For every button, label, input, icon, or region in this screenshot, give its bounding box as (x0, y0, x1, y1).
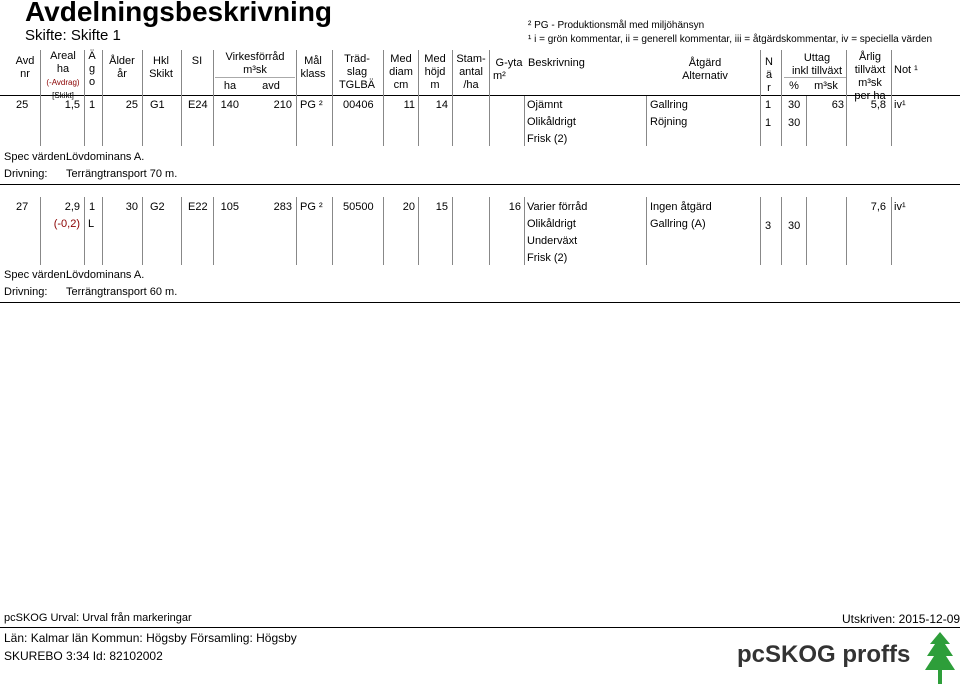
si: E24 (188, 99, 208, 111)
drivning-label: Drivning: (4, 286, 48, 298)
med-hojd: 14 (435, 99, 448, 111)
atgard: Gallring (A) (650, 218, 706, 230)
virkes-ha: 140 (220, 99, 239, 111)
brand-logo-text: pcSKOG proffs (737, 641, 911, 668)
avd-nr: 25 (16, 99, 29, 111)
uttag-pct: 30 (788, 220, 801, 232)
med-diam: 11 (403, 99, 415, 111)
page-title: Avdelningsbeskrivning (25, 0, 333, 27)
col-avd: Avd nr (15, 55, 35, 80)
not: iv¹ (894, 201, 906, 213)
col-medhojd: Med höjd m (424, 53, 446, 91)
virkes-avd: 210 (273, 99, 292, 111)
virkes-ha: 105 (220, 201, 239, 213)
col-arlig-tillvaxt: Årlig tillväxt m³sk per ha (854, 51, 886, 102)
beskrivning: Olikåldrigt (527, 116, 576, 128)
atgard: Ingen åtgärd (650, 201, 712, 213)
uttag-m3: 63 (831, 99, 844, 111)
print-date: Utskriven: 2015-12-09 (842, 612, 960, 626)
beskrivning: Olikåldrigt (527, 218, 576, 230)
drivning-label: Drivning: (4, 168, 48, 180)
nar: 3 (765, 220, 772, 232)
beskrivning: Underväxt (527, 235, 578, 247)
gyta: 16 (508, 201, 521, 213)
alder: 30 (125, 201, 138, 213)
arlig-tillvaxt: 7,6 (870, 201, 886, 213)
areal: 1,5 (64, 99, 80, 111)
not: iv¹ (894, 99, 906, 111)
uttag-pct: 30 (788, 99, 801, 111)
tradslag: 00406 (343, 99, 374, 111)
col-ago: Ä g o (88, 50, 96, 88)
med-diam: 20 (402, 201, 415, 213)
col-tradslag: Träd- slag TGLBÄ (338, 53, 376, 91)
col-not: Not ¹ (894, 64, 918, 76)
atgard: Röjning (650, 116, 688, 128)
footnote-pg: ² PG - Produktionsmål med miljöhänsyn (528, 20, 705, 31)
col-si: SI (191, 55, 203, 67)
atgard: Gallring (650, 99, 688, 111)
avd-nr: 27 (16, 201, 29, 213)
col-meddiam: Med diam cm (389, 53, 413, 91)
beskrivning: Varier förråd (527, 201, 588, 213)
areal: 2,9 (64, 201, 80, 213)
virkes-avd: 283 (273, 201, 292, 213)
col-nar: N ä r (765, 56, 773, 94)
ago-sub: L (88, 218, 95, 230)
col-uttag: Uttag inkl tillväxt (791, 52, 843, 77)
page-subtitle: Skifte: Skifte 1 (25, 27, 121, 44)
drivning-value: Terrängtransport 60 m. (66, 286, 178, 298)
col-hkl: Hkl Skikt (149, 55, 173, 80)
col-malklass: Mål klass (300, 55, 326, 80)
property-id: SKUREBO 3:34 Id: 82102002 (4, 649, 163, 663)
spec-value: Lövdominans A. (66, 151, 145, 163)
areal-avdrag: (-0,2) (53, 218, 80, 230)
ago: 1 (89, 201, 96, 213)
col-uttag-m3: m³sk (814, 80, 838, 92)
hkl: G1 (150, 99, 165, 111)
tree-logo-icon (924, 630, 956, 686)
malklass: PG ² (300, 201, 323, 213)
drivning-value: Terrängtransport 70 m. (66, 168, 178, 180)
malklass: PG ² (300, 99, 323, 111)
beskrivning: Frisk (2) (527, 252, 568, 264)
col-gyta: G-yta m² (493, 57, 523, 82)
spec-label: Spec värden: (4, 151, 69, 163)
beskrivning: Ojämnt (527, 99, 563, 111)
footnote-comments: ¹ i = grön kommentar, ii = generell kommentar, iii = åtgärdskommentar, iv = speciella värden (528, 34, 933, 45)
spec-label: Spec värden: (4, 269, 69, 281)
location-line: Län: Kalmar län Kommun: Högsby Församling: Högsby (4, 631, 297, 645)
col-stamantal: Stam- antal /ha (456, 53, 486, 91)
col-beskrivning: Beskrivning (528, 57, 585, 69)
col-uttag-pct: % (789, 80, 799, 92)
col-virkesforrad: Virkesförråd m³sk (225, 51, 285, 76)
tradslag: 50500 (343, 201, 374, 213)
nar: 1 (765, 117, 772, 129)
urval-label: pcSKOG Urval: Urval från markeringar (4, 612, 192, 624)
si: E22 (188, 201, 208, 213)
beskrivning: Frisk (2) (527, 133, 568, 145)
med-hojd: 15 (435, 201, 448, 213)
nar: 1 (765, 99, 772, 111)
spec-value: Lövdominans A. (66, 269, 145, 281)
col-alder: Ålder år (109, 55, 135, 80)
col-virkes-avd: avd (262, 80, 280, 92)
hkl: G2 (150, 201, 165, 213)
col-virkes-ha: ha (223, 80, 237, 92)
alder: 25 (125, 99, 138, 111)
col-areal: Areal ha (-Avdrag) [Skikt] (46, 50, 80, 100)
ago: 1 (89, 99, 96, 111)
arlig-tillvaxt: 5,8 (870, 99, 886, 111)
col-atgard: Åtgärd Alternativ (682, 57, 728, 82)
uttag-pct: 30 (788, 117, 801, 129)
